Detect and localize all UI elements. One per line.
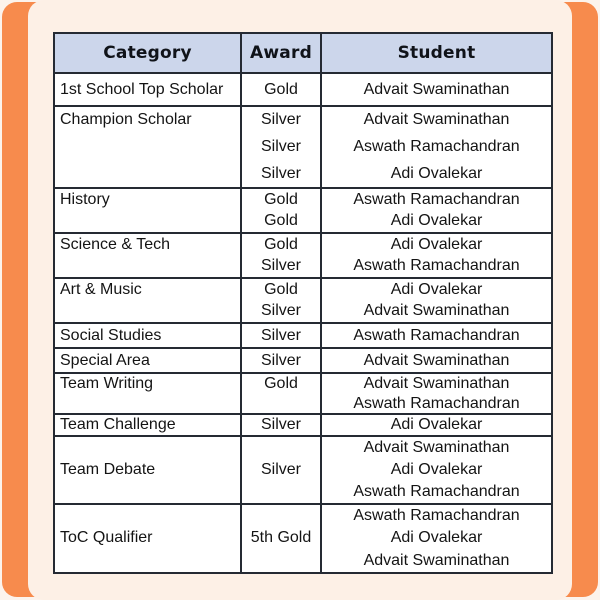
student-text: Aswath Ramachandran [353,257,520,275]
award-text: Gold [264,190,298,208]
student-text: Advait Swaminathan [363,375,510,392]
award-cell [240,505,320,572]
student-cell [320,279,551,322]
table-row [55,413,551,435]
award-text: Silver [260,351,301,369]
category-cell [55,415,240,435]
category-text: History [60,190,110,208]
student-text: Adi Ovalekar [390,416,483,433]
student-text: Aswath Ramachandran [353,137,520,155]
award-text: Silver [260,137,301,155]
content-panel [28,0,572,600]
student-text: Adi Ovalekar [390,461,483,478]
student-text: Adi Ovalekar [390,235,483,253]
category-text: Special Area [60,351,150,369]
award-text: Gold [264,235,298,253]
award-cell [240,349,320,372]
award-text: Gold [264,80,298,98]
table-row [55,372,551,413]
award-cell [240,279,320,322]
table-row [55,187,551,232]
student-text: Advait Swaminathan [363,80,510,98]
student-text: Advait Swaminathan [363,351,510,369]
award-cell [240,437,320,503]
table-row [55,347,551,372]
student-cell [320,437,551,503]
category-text: Social Studies [60,326,162,344]
student-text: Adi Ovalekar [390,529,483,547]
student-text: Aswath Ramachandran [353,507,520,525]
category-text: Team Writing [60,375,154,392]
student-cell [320,74,551,105]
award-text: Silver [260,302,301,320]
category-cell [55,74,240,105]
student-cell [320,234,551,277]
header-cell-award: Award [240,34,320,72]
student-text: Advait Swaminathan [363,439,510,456]
student-text: Adi Ovalekar [390,164,483,182]
student-text: Aswath Ramachandran [353,483,520,500]
award-cell [240,234,320,277]
student-text: Aswath Ramachandran [353,190,520,208]
category-text: 1st School Top Scholar [60,80,224,98]
category-text: Team Challenge [60,416,176,433]
award-cell [240,74,320,105]
award-text: Gold [264,280,298,298]
award-text: Silver [260,257,301,275]
award-cell [240,107,320,187]
table-row [55,503,551,572]
award-text: Silver [260,461,301,478]
category-cell [55,189,240,232]
award-cell [240,415,320,435]
table-row [55,105,551,187]
student-text: Aswath Ramachandran [353,395,520,412]
student-cell [320,189,551,232]
student-text: Advait Swaminathan [363,551,510,569]
award-cell [240,189,320,232]
award-text: Silver [260,111,301,129]
award-cell [240,374,320,413]
student-cell [320,107,551,187]
award-text: Silver [260,416,301,433]
award-text: 5th Gold [250,529,312,547]
category-text: ToC Qualifier [60,529,153,547]
student-text: Adi Ovalekar [390,212,483,230]
table-row [55,232,551,277]
category-text: Science & Tech [60,235,170,253]
student-cell [320,505,551,572]
student-cell [320,374,551,413]
table-row [55,72,551,105]
student-cell [320,415,551,435]
student-text: Advait Swaminathan [363,111,510,129]
category-cell [55,324,240,347]
award-text: Silver [260,326,301,344]
category-cell [55,234,240,277]
category-cell [55,107,240,187]
category-cell [55,349,240,372]
awards-table-wrap [53,32,553,574]
award-cell [240,324,320,347]
header-cell-category: Category [103,43,192,63]
award-text: Silver [260,164,301,182]
category-text: Team Debate [60,461,156,478]
category-cell [55,374,240,413]
category-cell [55,437,240,503]
student-text: Adi Ovalekar [390,280,483,298]
header-cell-student: Student [320,34,551,72]
table-row [55,435,551,503]
table-row [55,277,551,322]
category-cell [55,505,240,572]
award-text: Gold [264,212,298,230]
header-row [55,34,551,72]
table-row [55,322,551,347]
student-text: Aswath Ramachandran [353,326,520,344]
student-cell [320,349,551,372]
student-cell [320,324,551,347]
category-text: Art & Music [60,280,142,298]
awards-table [53,32,553,574]
category-text: Champion Scholar [60,111,192,129]
category-cell [55,279,240,322]
student-text: Advait Swaminathan [363,302,510,320]
award-text: Gold [264,375,298,392]
